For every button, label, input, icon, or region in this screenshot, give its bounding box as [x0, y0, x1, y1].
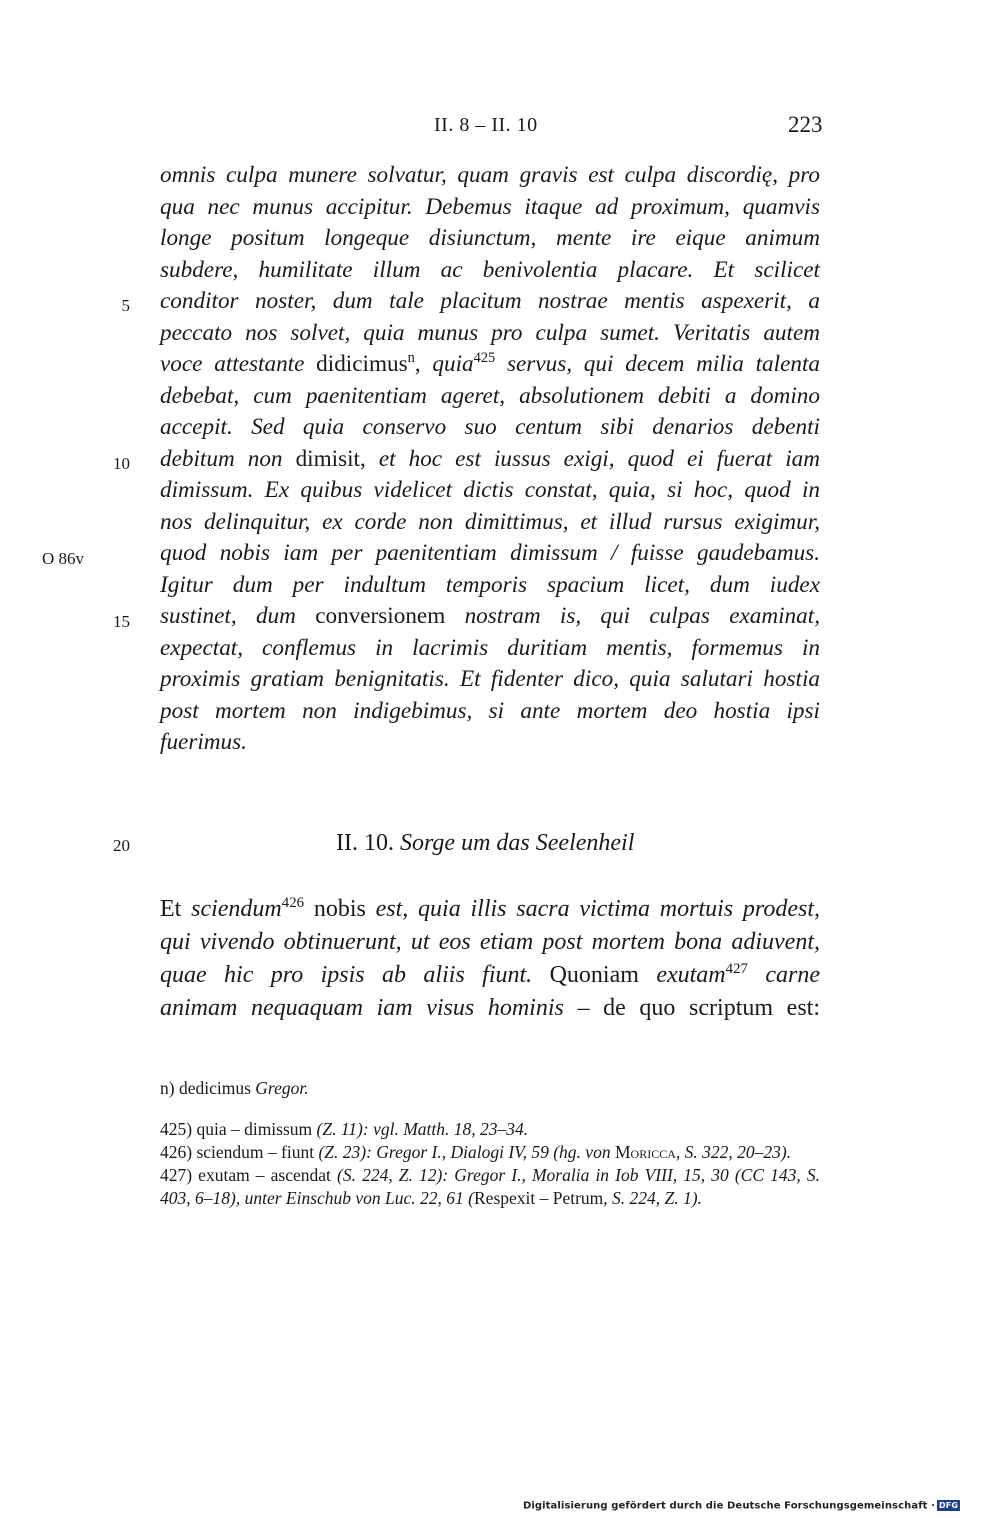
text-line: sustinet, dum conversionem nostram is, qui culpas examinat,	[160, 603, 820, 629]
footer-text: Digitalisierung gefördert durch die Deutsche Forschungsgemeinschaft ·	[522, 1500, 936, 1512]
text-line: animam nequaquam iam visus hominis – de quo scriptum est:	[160, 995, 820, 1021]
footnote-n: n) dedicimus Gregor.	[160, 1078, 309, 1098]
text-line: Et sciendum$^{426}$ nobis est, quia illis sacra victima mortuis prodest,	[160, 894, 820, 922]
text-line: debitum non dimisit, et hoc est iussus exigi, quod ei fuerat iam	[160, 445, 820, 472]
line-number-15: 15	[113, 612, 130, 631]
text-line: conditor noster, dum tale placitum nostrae mentis aspexerit, a	[160, 288, 820, 314]
line-number-10: 10	[113, 454, 130, 473]
text-line: quod nobis iam per paenitentiam dimissum / fuisse gaudebamus.	[160, 540, 820, 566]
text-line: longe positum longeque disiunctum, mente ire eique animum	[160, 225, 820, 251]
text-line: subdere, humilitate illum ac benivolentia placare. Et scilicet	[160, 256, 820, 283]
text-line: omnis culpa munere solvatur, quam gravis est culpa discordię, pro	[160, 162, 820, 188]
line-number-5: 5	[121, 296, 130, 315]
text-line: fuerimus.	[160, 729, 247, 755]
page-number: 223	[788, 112, 823, 137]
text-line: voce attestante didicimus$^n$, quia$^{425}$ servus, qui decem milia talenta	[160, 350, 821, 377]
latin-text-block-2	[160, 893, 820, 1025]
running-head: II. 8 – II. 10	[434, 114, 538, 136]
text-line: dimissum. Ex quibus videlicet dictis constat, quia, si hoc, quod in	[160, 477, 820, 503]
text-line: qui vivendo obtinuerunt, ut eos etiam post mortem bona adiuvent,	[160, 929, 820, 955]
section-heading	[336, 830, 634, 857]
text-line: peccato nos solvet, quia munus pro culpa sumet. Veritatis autem	[160, 319, 820, 346]
latin-text-block	[160, 160, 820, 759]
text-line: debebat, cum paenitentiam ageret, absolutionem debiti a domino	[160, 382, 820, 409]
text-line: qua nec munus accipitur. Debemus itaque ad proximum, quamvis	[160, 193, 820, 220]
footnote-426: 426) sciendum – fiunt (Z. 23): Gregor I., Dialogi IV, 59 (hg. von Moricca, S. 322, 20–23).	[160, 1142, 792, 1162]
footnotes	[160, 1077, 820, 1210]
line-number-20: 20	[113, 836, 130, 855]
section-heading-number: II. 10.	[336, 830, 394, 856]
digitization-footer	[523, 1500, 960, 1512]
text-line: accepit. Sed quia conservo suo centum sibi denarios debenti	[160, 414, 820, 440]
text-line: nos delinquitur, ex corde non dimittimus, et illud rursus exigimur,	[160, 508, 820, 535]
text-line: proximis gratiam benignitatis. Et fidenter dico, quia salutari hostia	[160, 666, 820, 692]
text-line: post mortem non indigebimus, si ante mortem deo hostia ipsi	[160, 697, 820, 724]
footnote-427: 427) exutam – ascendat (S. 224, Z. 12): Gregor I., Moralia in Iob VIII, 15, 30 (CC 143, S. 403, 6–18), unter Einschub von Luc. 22, 61 (Respexit – Petrum, S. 224, Z. 1).	[160, 1165, 820, 1208]
dfg-logo: DFG	[939, 1501, 958, 1510]
text-line: Igitur dum per indultum temporis spacium licet, dum iudex	[160, 571, 820, 598]
folio-mark: O 86v	[42, 549, 85, 568]
section-heading-title: Sorge um das Seelenheil	[399, 830, 635, 856]
text-line: expectat, conflemus in lacrimis duritiam mentis, formemus in	[160, 634, 820, 661]
footnote-425: 425) quia – dimissum (Z. 11): vgl. Matth. 18, 23–34.	[160, 1119, 529, 1139]
text-line: quae hic pro ipsis ab aliis fiunt. Quoniam exutam$^{427}$ carne	[160, 960, 820, 988]
